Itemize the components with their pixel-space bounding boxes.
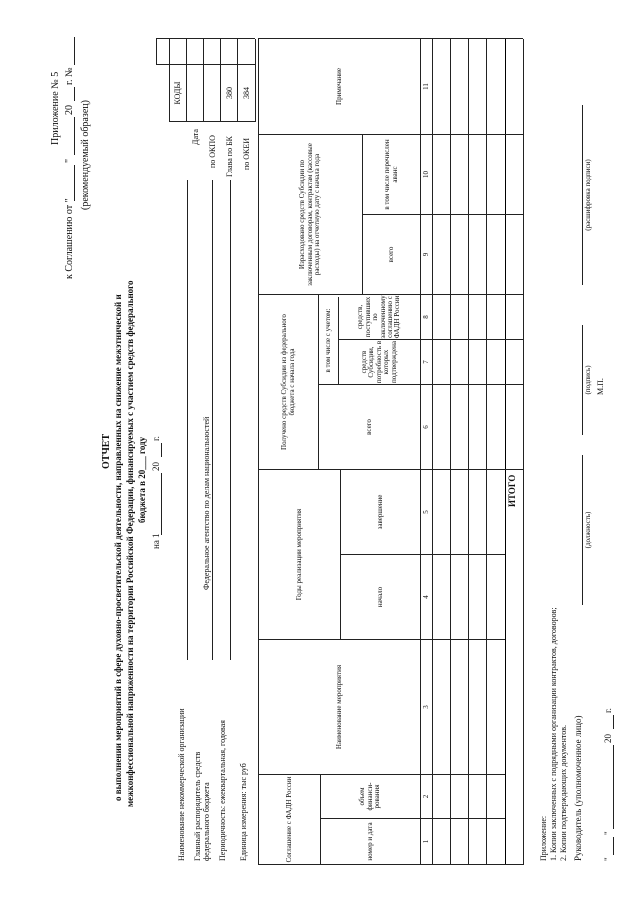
grbs-value: Федеральное агентство по делам национальностей: [202, 416, 211, 590]
position-caption: (должность): [584, 511, 592, 549]
stamp-label: М.П.: [596, 378, 605, 395]
th-used-total: всего: [386, 246, 395, 263]
th-start: начало: [375, 586, 384, 608]
sign-date-quote-close: ": [603, 831, 613, 835]
th-including: в том числе с учетом:: [323, 308, 332, 373]
code-bk-value: 380: [225, 87, 234, 99]
th-years: Годы реализации мероприятия: [294, 508, 303, 601]
agreement-year: 20: [64, 105, 75, 115]
col-number: 7: [421, 360, 430, 364]
code-okei-value: 384: [242, 87, 251, 99]
col-number: 6: [421, 425, 430, 429]
col-number: 2: [421, 794, 430, 799]
recommended-sample: (рекомендуемый образец): [80, 100, 91, 210]
col-number: 11: [421, 83, 430, 90]
th-received: Получено средств Субсидии из федерального бюджета с начала года: [280, 314, 296, 450]
grbs-label-2: федерального бюджета: [202, 782, 211, 861]
periodicity-label: Периодичность: ежеквартальная, годовая: [218, 720, 227, 861]
sign-date-year: 20: [603, 734, 613, 743]
appendix-number: Приложение № 5: [50, 71, 61, 145]
appendix-list-label: Приложение:: [539, 815, 548, 861]
th-end: завершение: [375, 494, 384, 530]
th-confirmed-remainder: средств Субсидии, потребность в которых подтверждена: [360, 340, 398, 384]
th-funding-amount: объем финанси-рования: [358, 782, 382, 811]
th-agreement: Соглашение с ФАДН России: [284, 776, 293, 863]
head-signature-label: Руководитель (уполномоченное лицо): [573, 715, 583, 861]
report-date-year: 20: [151, 462, 161, 471]
th-used: Израсходовано средств Субсидии по заключенным договорам, контрактам (кассовые расходы) на отчетную дату с начала года: [298, 143, 322, 286]
col-number: 5: [421, 510, 430, 514]
col-number: 9: [421, 252, 430, 257]
unit-label: Единица измерения: тыс руб: [239, 763, 248, 861]
th-received-total: всего: [364, 419, 373, 435]
total-label: ИТОГО: [507, 474, 517, 507]
report-date-suffix: г.: [151, 436, 161, 441]
col-number: 3: [421, 705, 430, 709]
appendix-item-2: 2. Копии подтверждающих документов.: [559, 724, 568, 861]
code-okei-label: по ОКЕИ: [242, 137, 251, 170]
sign-date-quote-open: ": [603, 857, 613, 861]
th-returned-funds: средств, поступивших по заключенному соглашению с ФАДН России: [356, 295, 402, 339]
signature-caption: (подпись): [584, 365, 592, 395]
codes-header: КОДЫ: [173, 81, 182, 105]
code-bk-label: Глава по БК: [225, 136, 234, 177]
org-name-label: Наименование некоммерческой организации: [177, 708, 186, 861]
appendix-item-1: 1. Копии заключенных с подрядными организации контрактов, договоров;: [549, 607, 558, 861]
grbs-label-1: Главный распорядитель средств: [193, 751, 202, 861]
col-number: 8: [421, 315, 430, 319]
code-date-label: Дата: [191, 129, 200, 145]
col-number: 4: [421, 595, 430, 599]
th-event-name: Наименование мероприятия: [334, 664, 343, 750]
sign-date-suffix: г.: [603, 708, 613, 713]
agreement-quote: ": [64, 158, 75, 163]
report-title-line1: о выполнении мероприятий в сфере духовно-просветительской деятельности, направленных на снижение межэтнической и: [113, 294, 123, 801]
decoding-caption: (расшифровка подписи): [584, 159, 592, 231]
report-title-line3: бюджета в 20___ году: [137, 436, 147, 523]
th-advance: в том числе перечислен аванс: [383, 139, 399, 210]
col-number: 10: [421, 171, 430, 178]
report-title-line2: межконфессиональной напряженности на территории Российской Федерации, финансируемых с участием средств федерального: [125, 280, 135, 807]
agreement-prefix: к Соглашению от ": [64, 198, 75, 279]
code-okpo-label: по ОКПО: [208, 135, 217, 168]
th-note: Примечание: [334, 68, 343, 105]
th-number-date: номер и дата: [365, 822, 374, 861]
agreement-number: г. №: [64, 67, 75, 85]
col-number: 1: [421, 839, 430, 844]
report-title: ОТЧЕТ: [101, 433, 112, 469]
report-date-prefix: на 1: [151, 533, 161, 549]
